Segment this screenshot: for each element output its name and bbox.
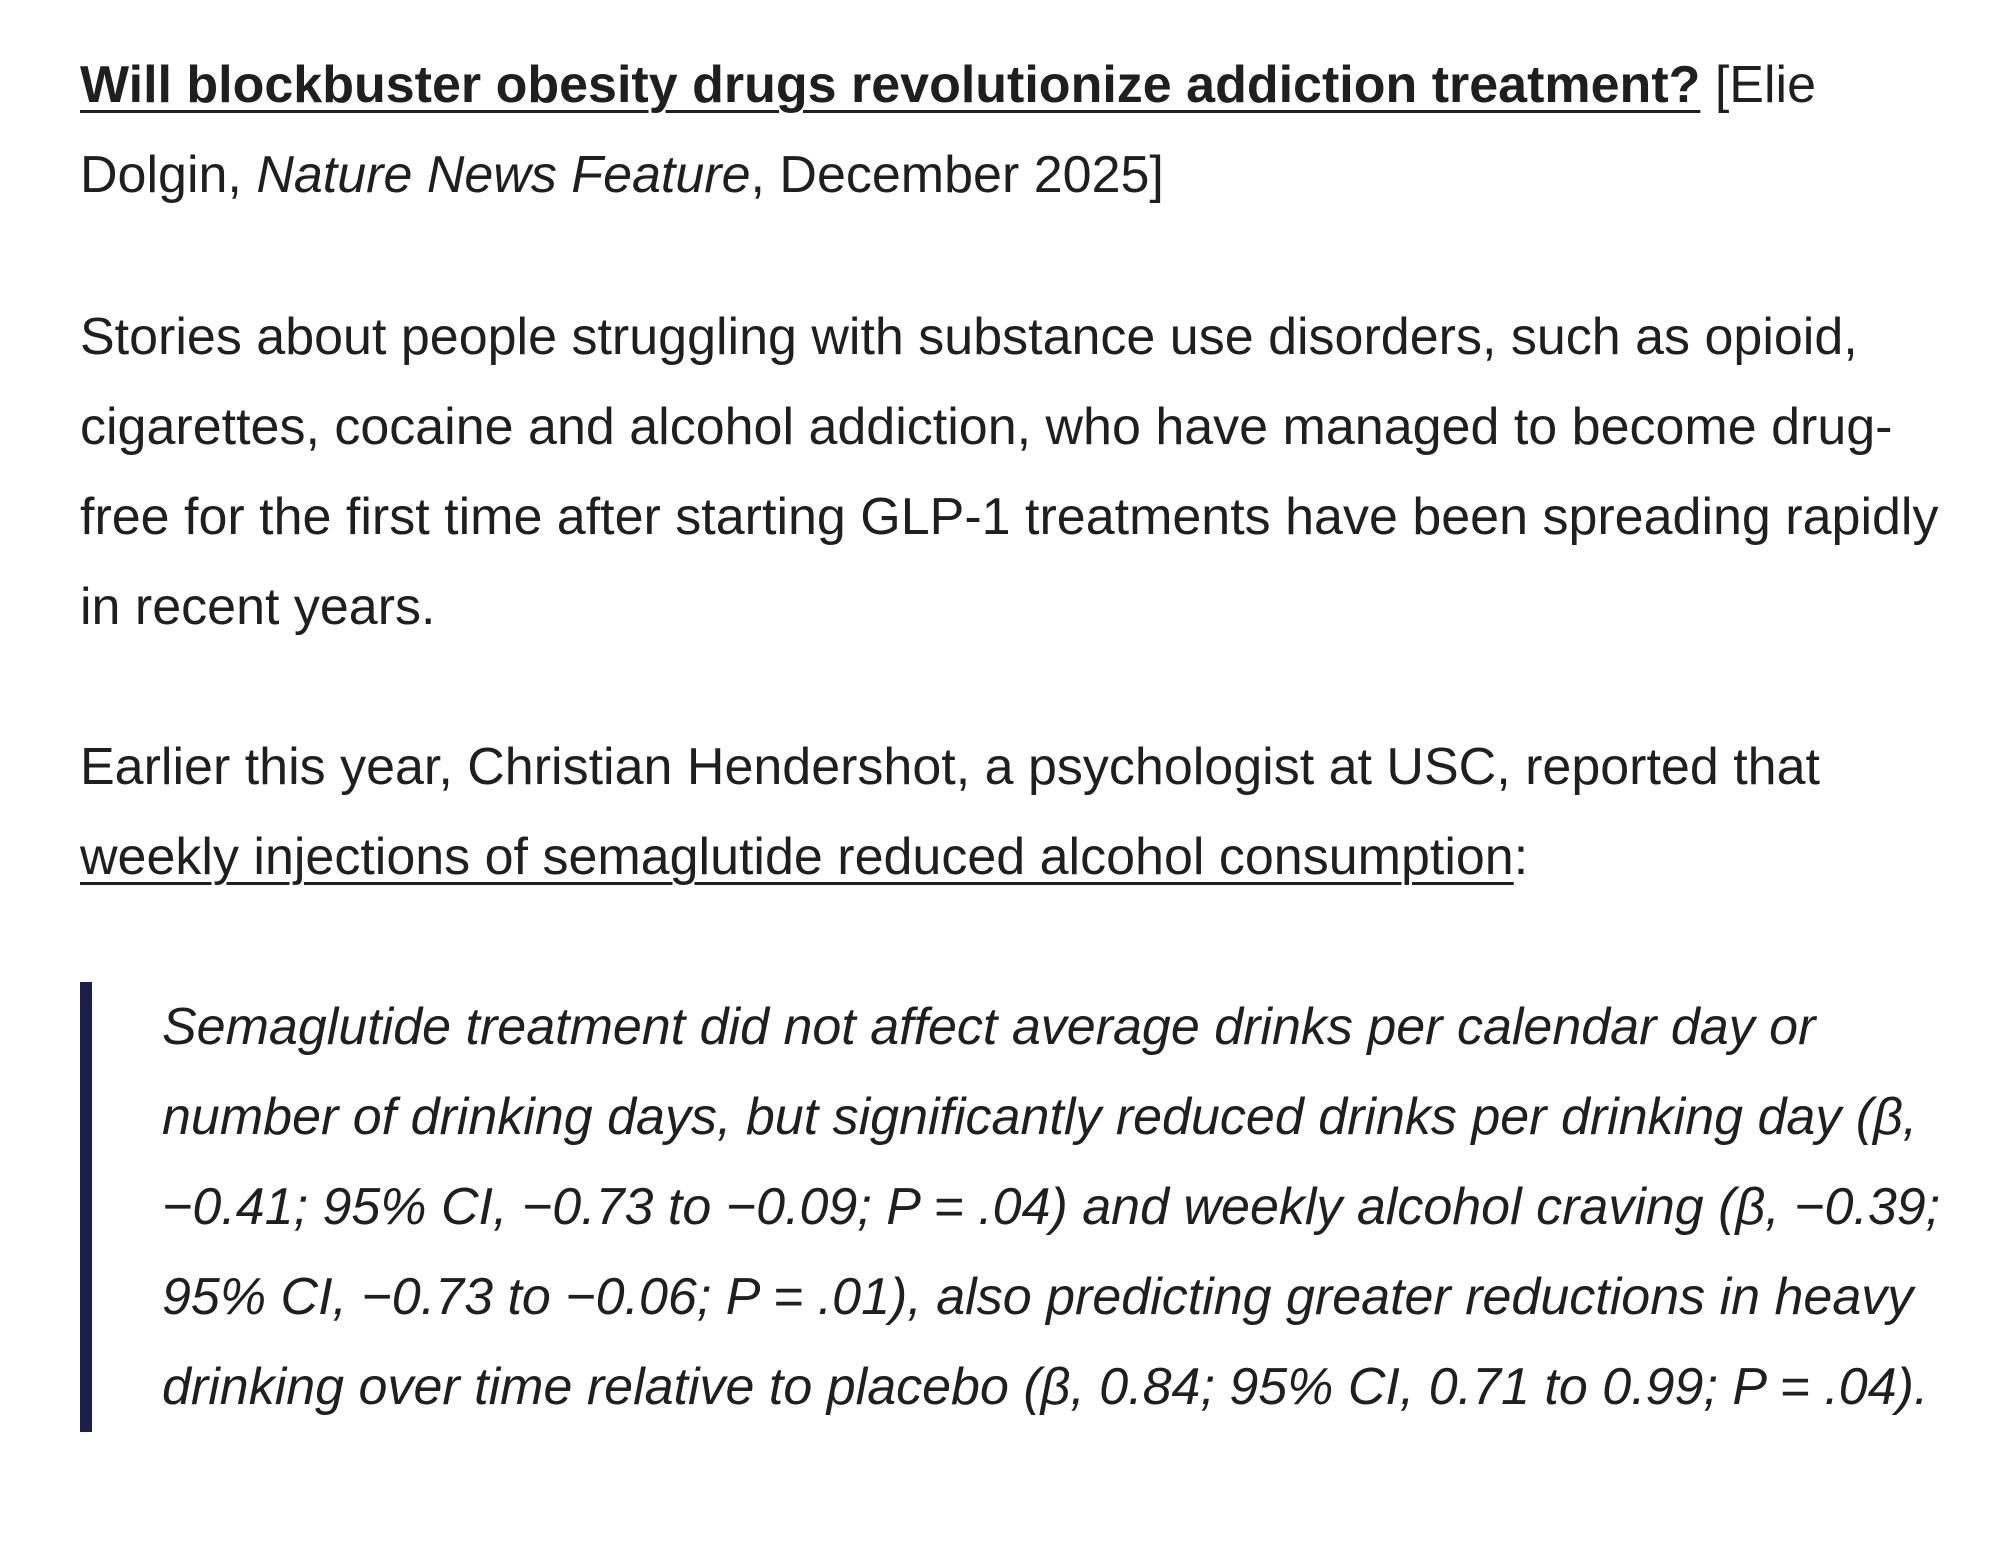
study-link[interactable]: weekly injections of semaglutide reduced alcohol consumption bbox=[80, 828, 1514, 886]
article-body bbox=[80, 40, 1980, 1432]
citation-author: [Elie Dolgin, bbox=[80, 56, 1817, 204]
blockquote-bar bbox=[80, 982, 92, 1432]
body-paragraph-2 bbox=[80, 722, 1980, 902]
body-paragraph-1: Stories about people struggling with substance use disorders, such as opioid, cigarettes, cocaine and alcohol addiction, who have managed to become drug-free for the first time after starting GLP-1 treatments have been spreading rapidly in recent years. bbox=[80, 308, 1939, 636]
blockquote-text: Semaglutide treatment did not affect average drinks per calendar day or number of drinking days, but significantly reduced drinks per drinking day (β, −0.41; 95% CI, −0.73 to −0.09; P = .04) and weekly alcohol craving (β, −0.39; 95% CI, −0.73 to −0.06; P = .01), also predicting greater reductions in heavy drinking over time relative to placebo (β, 0.84; 95% CI, 0.71 to 0.99; P = .04). bbox=[162, 998, 1941, 1416]
citation-paragraph bbox=[80, 40, 1980, 220]
blockquote bbox=[80, 982, 1980, 1432]
paragraph-2-colon: : bbox=[1513, 828, 1529, 886]
article-title-link[interactable]: Will blockbuster obesity drugs revolutionize addiction treatment? bbox=[80, 56, 1701, 114]
citation-source: Nature News Feature bbox=[256, 146, 751, 204]
citation-date: , December 2025] bbox=[750, 146, 1164, 204]
paragraph-2-text: Earlier this year, Christian Hendershot, a psychologist at USC, reported that bbox=[80, 738, 1820, 796]
